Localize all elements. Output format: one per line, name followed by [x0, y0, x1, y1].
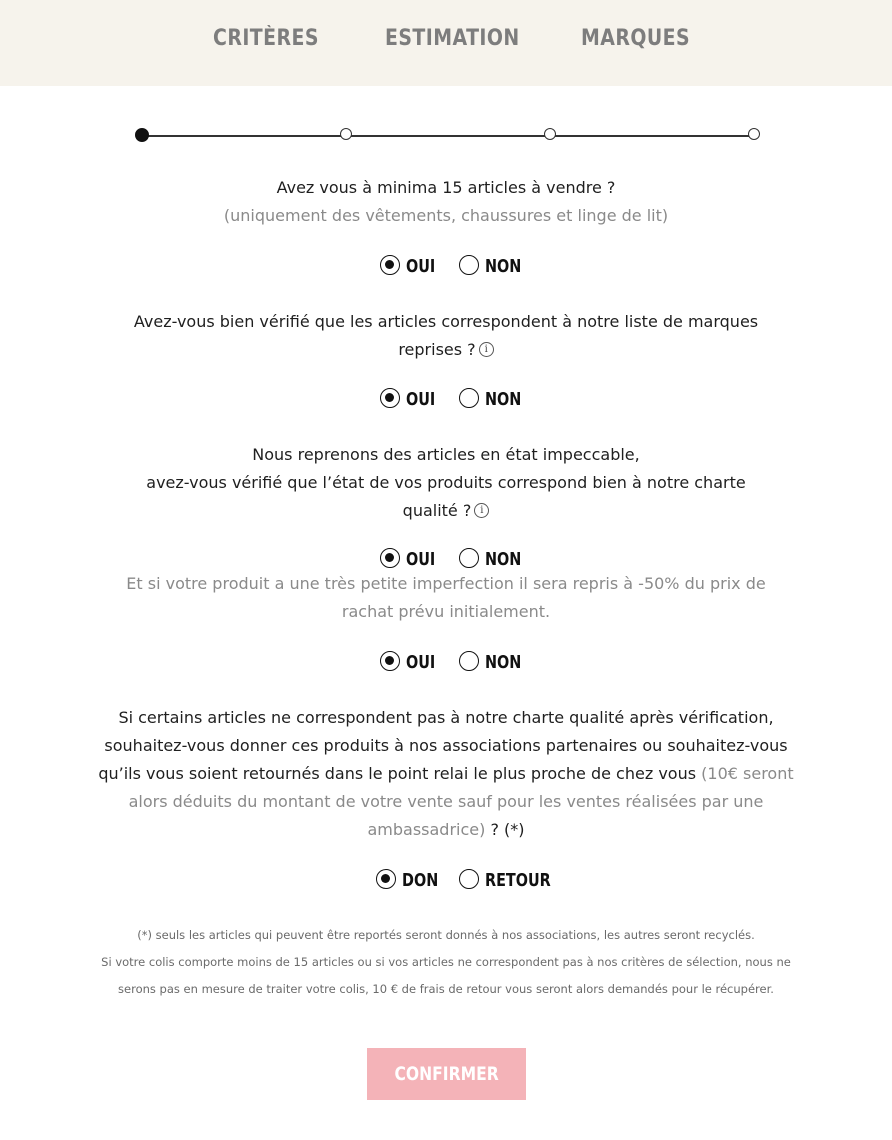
question-4-text: Et si votre produit a une très petite imperfection il sera repris à -50% du prix de rachat prévu initialement. [126, 574, 766, 621]
top-nav [0, 0, 892, 86]
radio-unchecked-icon [459, 869, 479, 889]
info-icon[interactable]: i [479, 342, 494, 357]
info-icon[interactable]: i [474, 503, 489, 518]
radio-unchecked-icon [459, 548, 479, 568]
question-2-text: Avez-vous bien vérifié que les articles correspondent à notre liste de marques reprises ? i [133, 312, 759, 359]
radio-checked-icon [376, 869, 396, 889]
progress-step-3 [544, 128, 556, 140]
radio-unchecked-icon [459, 388, 479, 408]
question-1-note: (uniquement des vêtements, chaussures et linge de lit) [223, 206, 669, 225]
confirm-button[interactable]: CONFIRMER [367, 1048, 526, 1100]
question-3-text: Nous reprenons des articles en état impeccable, avez-vous vérifié que l’état de vos produits correspond bien à notre charte qualité ? i [146, 445, 746, 520]
tab-marques[interactable]: MARQUES [581, 26, 691, 51]
question-1-text: Avez vous à minima 15 articles à vendre ? [276, 178, 616, 197]
footnote: (*) seuls les articles qui peuvent être reportés seront donnés à nos associations, les autres seront recyclés. Si votre colis comporte moins de 15 articles ou si vos articles ne correspondent pas à nos critères de sélection, nous ne serons pas en mesure de traiter votre colis, 10 € de frais de retour vous seront alors demandés pour le récupérer. [101, 928, 791, 996]
question-5-options: DON RETOUR [0, 868, 892, 892]
progress-step-2 [340, 128, 352, 140]
question-2-options: OUI NON [0, 387, 892, 411]
progress-step-4 [748, 128, 760, 140]
radio-unchecked-icon [459, 255, 479, 275]
question-1-options: OUI NON [0, 254, 892, 278]
radio-unchecked-icon [459, 651, 479, 671]
question-3-options: OUI NON [0, 547, 892, 571]
tab-criteres[interactable]: CRITÈRES [213, 26, 319, 51]
progress-step-1 [135, 128, 149, 142]
tab-estimation[interactable]: ESTIMATION [385, 26, 520, 51]
radio-checked-icon [380, 388, 400, 408]
question-5-text: Si certains articles ne correspondent pas à notre charte qualité après vérification, souhaitez-vous donner ces produits à nos associations partenaires ou souhaitez-vous qu’ils vous soient retournés dans le point relai le plus proche de chez vous (10€ seront alors déduits du montant de votre vente sauf pour les ventes réalisées par une ambassadrice) ? (*) [98, 708, 794, 839]
radio-checked-icon [380, 255, 400, 275]
radio-checked-icon [380, 548, 400, 568]
question-4-options: OUI NON [0, 650, 892, 674]
progress-line [142, 135, 754, 137]
radio-checked-icon [380, 651, 400, 671]
